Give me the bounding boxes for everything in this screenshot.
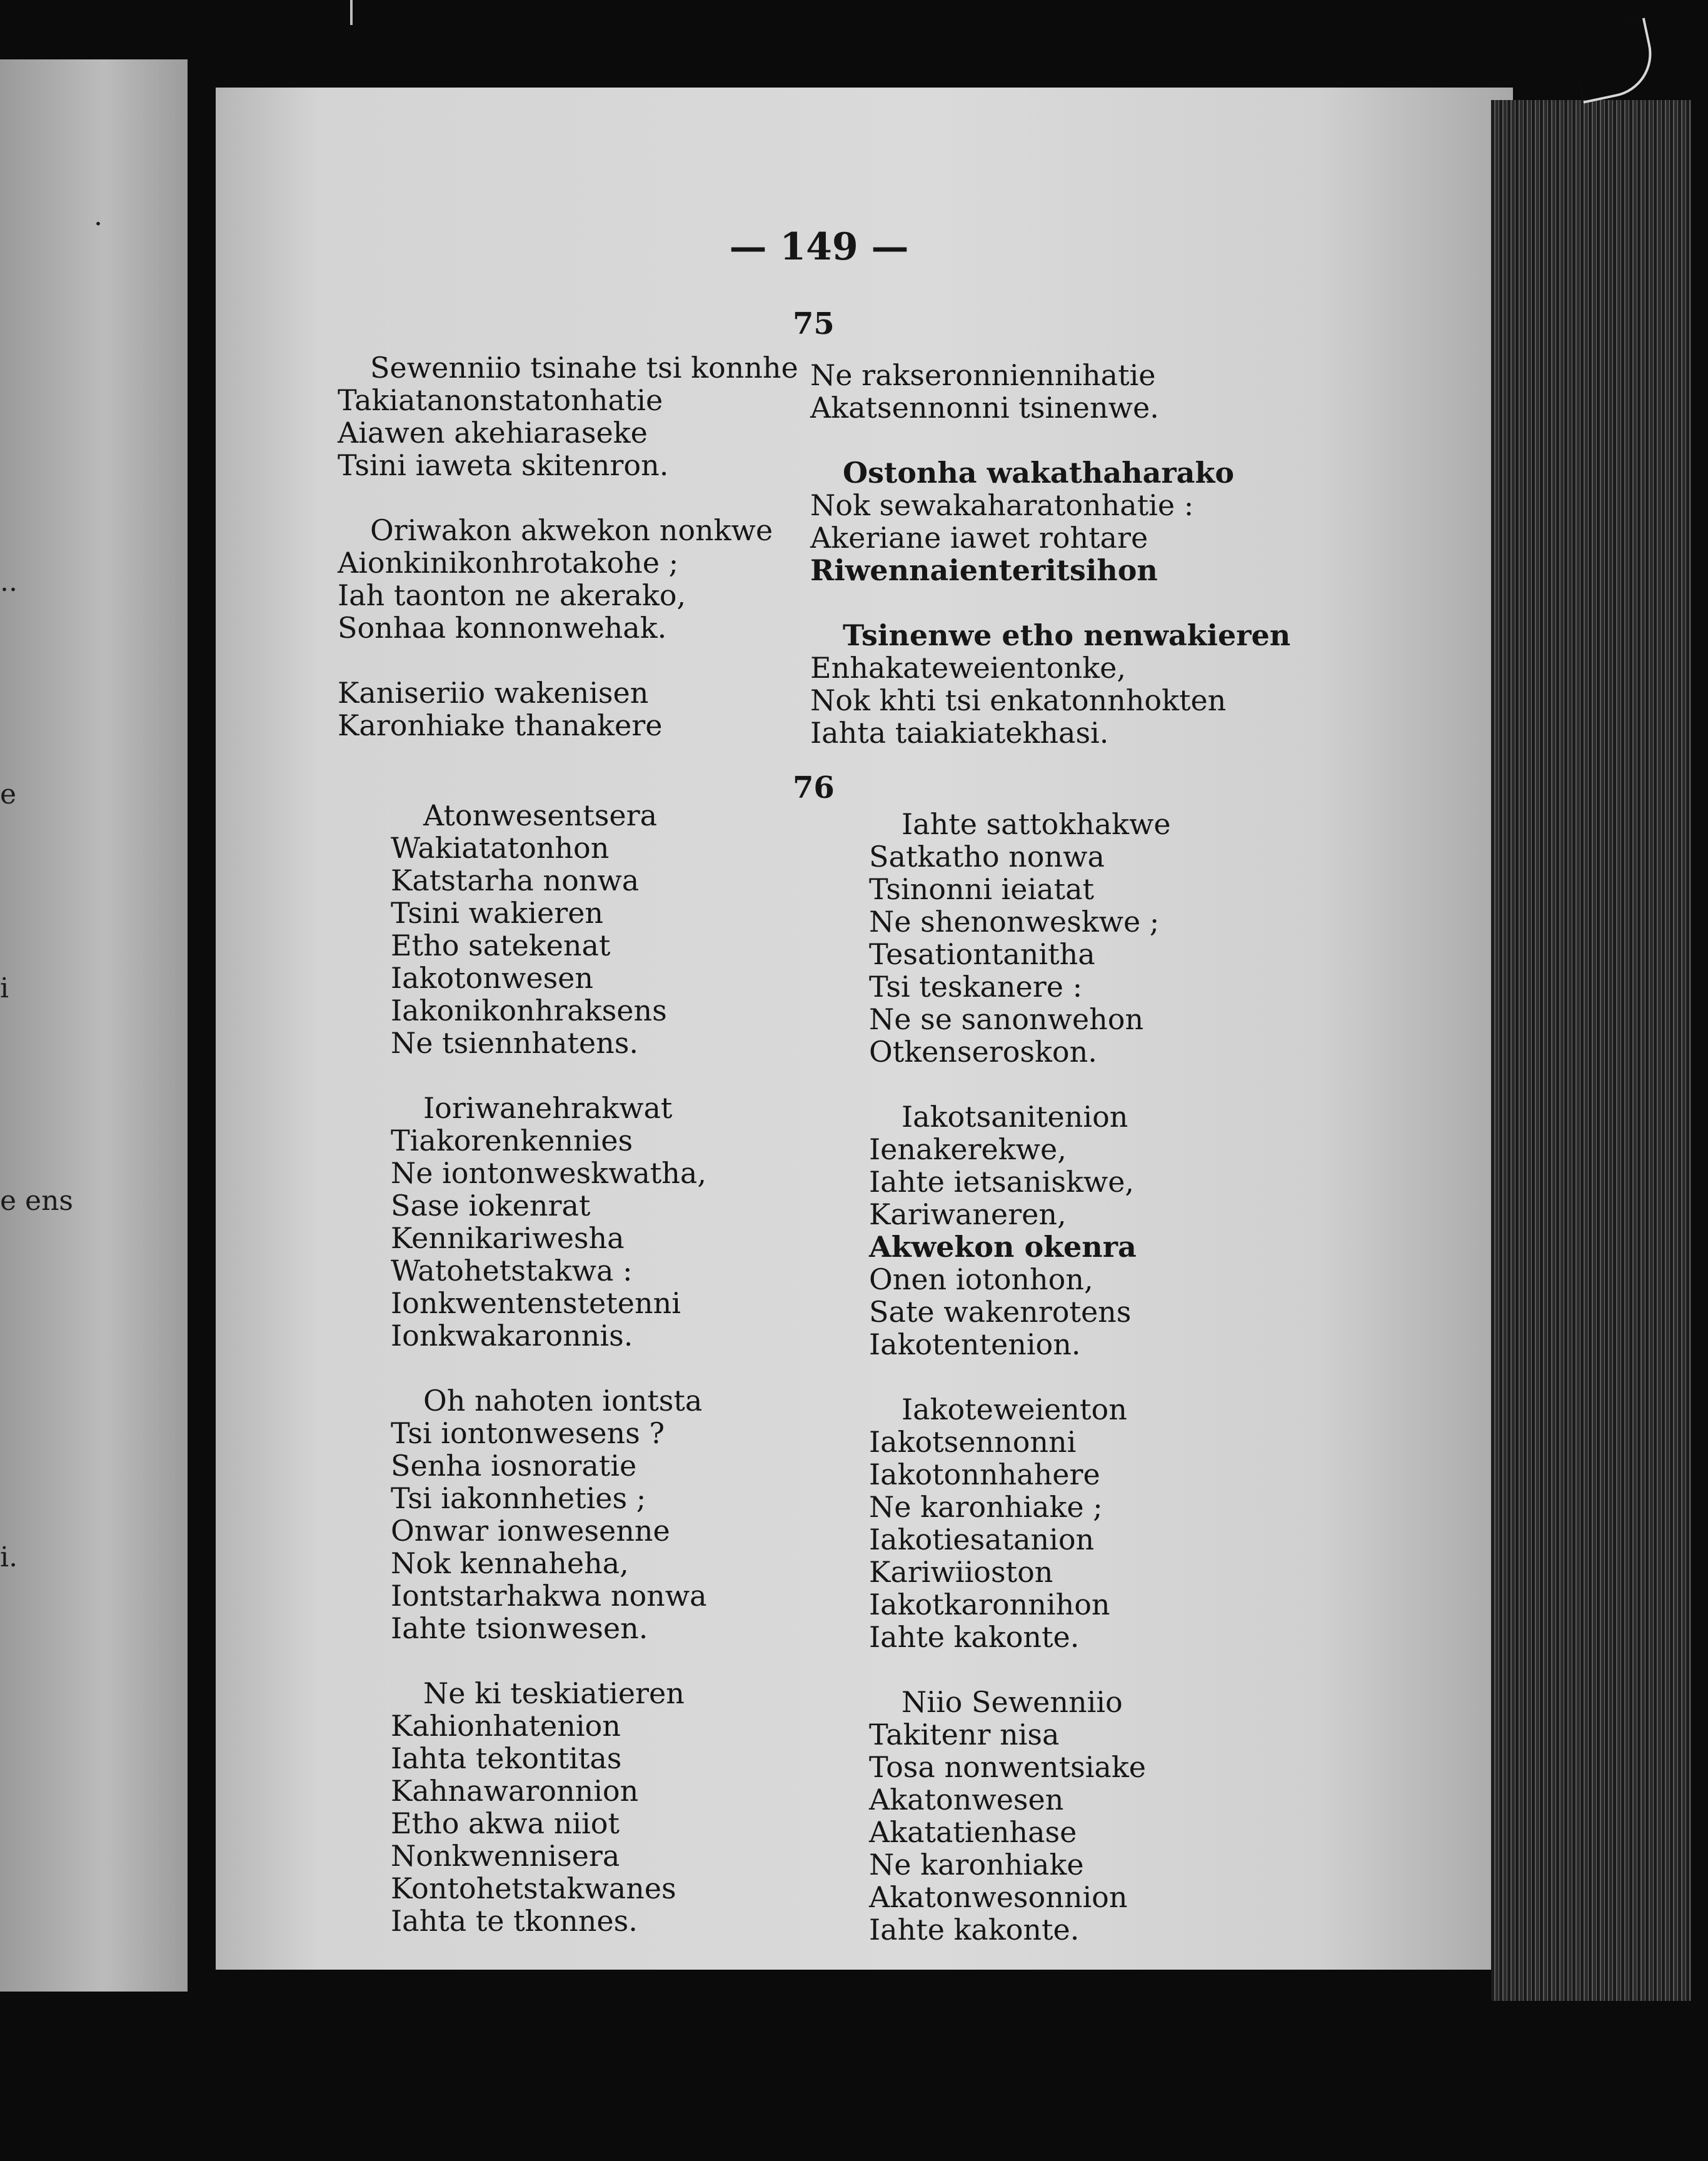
verse-line: Ne se sanonwehon (869, 1002, 1144, 1036)
verse-line: Iahte tsionwesen. (391, 1611, 648, 1645)
verse-line: Iahta taiakiatekhasi. (810, 716, 1109, 750)
verse-line: Kariwaneren, (869, 1197, 1067, 1231)
hymn-75-left-column (338, 351, 798, 742)
verse-line: Nok kennaheha, (391, 1546, 629, 1580)
verse-line: Akatsennonni tsinenwe. (810, 391, 1159, 425)
verse-line: Ne karonhiake (869, 1848, 1084, 1881)
hymn-number: 76 (793, 770, 835, 805)
verse-line: Aiawen akehiaraseke (338, 416, 648, 450)
verse-line: Akwekon okenra (869, 1230, 1137, 1264)
stanza (869, 1393, 1171, 1653)
verse-line: Karonhiake thanakere (338, 708, 663, 742)
verse-line: Ne rakseronniennihatie (810, 358, 1156, 392)
verse-line: Aionkinikonhrotakohe ; (338, 546, 679, 580)
verse-line: Etho satekenat (391, 929, 611, 962)
verse-line: Niio Sewenniio (902, 1685, 1123, 1719)
verse-line: Iahte kakonte. (869, 1913, 1080, 1947)
hymn-number: 75 (793, 306, 835, 341)
verse-line: Tsini iaweta skitenron. (338, 448, 669, 482)
verse-line: Kariwiioston (869, 1555, 1053, 1589)
verse-line: Takiatanonstatonhatie (338, 383, 663, 417)
verse-line: Akeriane iawet rohtare (810, 521, 1148, 555)
verse-line: Kennikariwesha (391, 1221, 625, 1255)
verse-line: Otkenseroskon. (869, 1035, 1097, 1069)
verse-line: Ne karonhiake ; (869, 1490, 1103, 1524)
stanza (810, 456, 1290, 587)
verse-line: Tesationtanitha (869, 937, 1095, 971)
verse-line: Akatonwesen (869, 1783, 1064, 1816)
verse-line: Iahte sattokhakwe (902, 807, 1171, 841)
page-edges (1491, 100, 1691, 2001)
verse-line: Sewenniio tsinahe tsi konnhe (370, 351, 798, 385)
verse-line: Iontstarhakwa nonwa (391, 1579, 707, 1613)
verse-line: Akatatienhase (869, 1815, 1077, 1849)
facing-page-edge (0, 59, 188, 1992)
stanza (391, 1677, 707, 1937)
verse-line: Iakotsennonni (869, 1425, 1077, 1459)
hymn-76-left-column (391, 799, 707, 1937)
verse-line: Iakotiesatanion (869, 1523, 1095, 1556)
verse-line: Kahionhatenion (391, 1709, 621, 1743)
stanza (391, 1092, 707, 1352)
verse-line: Satkatho nonwa (869, 840, 1105, 874)
verse-line: Iakoteweienton (902, 1393, 1127, 1426)
stanza (869, 1686, 1171, 1946)
verse-line: Akatonwesonnion (869, 1880, 1128, 1914)
verse-line: Iakotsanitenion (902, 1100, 1128, 1134)
verse-line: Katstarha nonwa (391, 864, 640, 897)
verse-line: Iakotonwesen (391, 961, 594, 995)
verse-line: Onwar ionwesenne (391, 1514, 670, 1548)
verse-line: Tsinonni ieiatat (869, 872, 1095, 906)
verse-line: Sase iokenrat (391, 1189, 591, 1222)
left-page-fragment: . (94, 200, 103, 232)
verse-line: Iahte ietsaniskwe, (869, 1165, 1135, 1199)
verse-line: Iahta tekontitas (391, 1741, 622, 1775)
stanza (869, 1101, 1171, 1361)
verse-line: Kontohetstakwanes (391, 1871, 676, 1905)
verse-line: Riwennaienteritsihon (810, 553, 1158, 587)
verse-line: Iakotkaronnihon (869, 1588, 1110, 1621)
left-page-fragment: e (0, 778, 17, 810)
left-page-fragment: e ens (0, 1185, 73, 1217)
verse-line: Etho akwa niiot (391, 1806, 620, 1840)
hymn-76-right-column (869, 808, 1171, 1946)
verse-line: Kaniseriio wakenisen (338, 676, 649, 710)
verse-line: Iahte kakonte. (869, 1620, 1080, 1654)
stanza (338, 351, 798, 481)
verse-line: Nonkwennisera (391, 1839, 620, 1873)
verse-line: Oriwakon akwekon nonkwe (370, 513, 773, 547)
verse-line: Tsi iontonwesens ? (391, 1416, 665, 1450)
verse-line: Ne tsiennhatens. (391, 1026, 638, 1060)
scan-mark (350, 0, 371, 25)
verse-line: Sonhaa konnonwehak. (338, 611, 667, 645)
verse-line: Ienakerekwe, (869, 1132, 1067, 1166)
verse-line: Atonwesentsera (423, 798, 657, 832)
verse-line: Iakotentenion. (869, 1327, 1081, 1361)
verse-line: Oh nahoten iontsta (423, 1384, 703, 1418)
hymn-75-right-column (810, 359, 1290, 749)
verse-line: Iakotonnhahere (869, 1458, 1100, 1491)
verse-line: Tosa nonwentsiake (869, 1750, 1146, 1784)
verse-line: Ne shenonweskwe ; (869, 905, 1160, 939)
verse-line: Enhakateweientonke, (810, 651, 1126, 685)
verse-line: Tsi teskanere : (869, 970, 1083, 1004)
verse-line: Tsini wakieren (391, 896, 604, 930)
verse-line: Takitenr nisa (869, 1718, 1060, 1751)
verse-line: Onen iotonhon, (869, 1262, 1093, 1296)
scan-corner-mark (1569, 18, 1660, 103)
stanza (338, 514, 798, 644)
verse-line: Tsi iakonnheties ; (391, 1481, 646, 1515)
left-page-fragment: .. (0, 566, 18, 598)
verse-line: Ne ki teskiatieren (423, 1676, 685, 1710)
verse-line: Ionkwentenstetenni (391, 1286, 681, 1320)
stanza (391, 799, 707, 1059)
stanza (810, 619, 1290, 749)
left-page-fragment: i (0, 972, 9, 1004)
stanza (869, 808, 1171, 1068)
verse-line: Iakonikonhraksens (391, 994, 667, 1027)
verse-line: Ne iontonweskwatha, (391, 1156, 706, 1190)
verse-line: Sate wakenrotens (869, 1295, 1132, 1329)
stanza (810, 359, 1290, 424)
verse-line: Tsinenwe etho nenwakieren (843, 618, 1291, 652)
verse-line: Watohetstakwa : (391, 1254, 633, 1287)
verse-line: Ionkwakaronnis. (391, 1319, 633, 1353)
verse-line: Wakiatatonhon (391, 831, 610, 865)
verse-line: Ostonha wakathaharako (843, 456, 1235, 490)
stanza (338, 677, 798, 742)
verse-line: Senha iosnoratie (391, 1449, 637, 1483)
verse-line: Tiakorenkennies (391, 1124, 633, 1157)
left-page-fragment: i. (0, 1541, 18, 1573)
verse-line: Ioriwanehrakwat (423, 1091, 673, 1125)
stanza (391, 1384, 707, 1645)
page-number: — 149 — (729, 225, 909, 269)
verse-line: Nok sewakaharatonhatie : (810, 488, 1194, 522)
verse-line: Nok khti tsi enkatonnhokten (810, 683, 1227, 717)
verse-line: Iah taonton ne akerako, (338, 578, 686, 612)
verse-line: Kahnawaronnion (391, 1774, 639, 1808)
verse-line: Iahta te tkonnes. (391, 1904, 638, 1938)
